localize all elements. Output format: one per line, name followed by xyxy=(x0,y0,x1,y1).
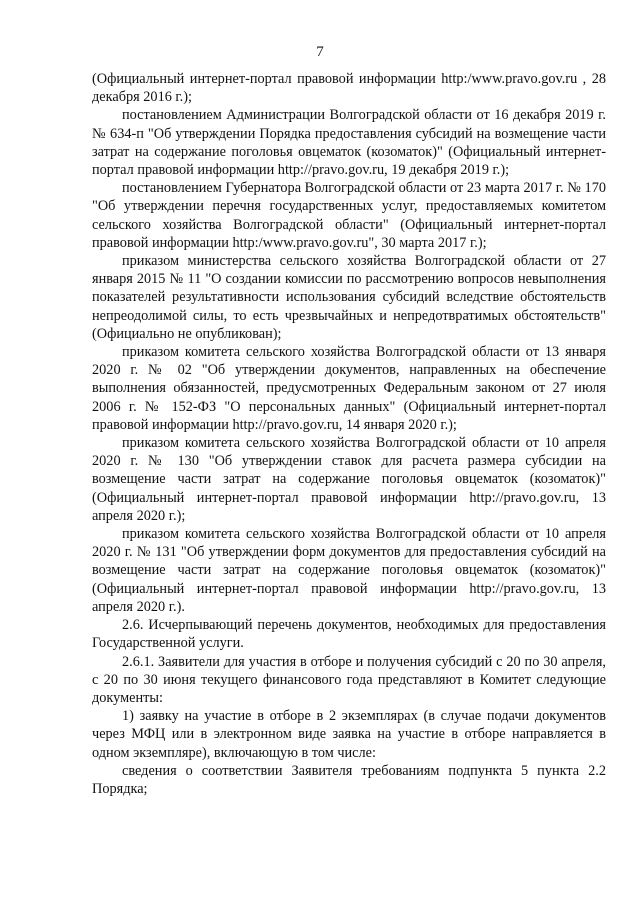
paragraph-resolution-governor-170: постановлением Губернатора Волгоградской области от 23 марта 2017 г. № 170 "Об утверждении перечня государственных услуг, предоставляемых комитетом сельского хозяйства Волгоградской области" (Официальный интернет-портал правовой информации http:/www.pravo.gov.ru", 30 марта 2017 г.); xyxy=(92,180,606,251)
paragraph-resolution-634p: постановлением Администрации Волгоградской области от 16 декабря 2019 г. № 634-п "Об утверждении Порядка предоставления субсидий на возмещение части затрат на содержание поголовья овцематок (козоматок)" (Официальный интернет-портал правовой информации http://pravo.gov.ru, 19 декабря 2019 г.); xyxy=(92,107,606,179)
paragraph-order-committee-02: приказом комитета сельского хозяйства Волгоградской области от 13 января 2020 г. № 02 "Об утверждении документов, направленных на обеспечение выполнения обязанностей, предусмотренных Федеральным законом от 27 июля 2006 г. № 152-ФЗ "О персональных данных" (Официальный интернет-портал правовой информации http://pravo.gov.ru, 14 января 2020 г.); xyxy=(92,344,606,433)
paragraph-official-portal-continuation: (Официальный интернет-портал правовой информации http:/www.pravo.gov.ru , 28 декабря 2016 г.); xyxy=(92,71,606,106)
paragraph-compliance-info: сведения о соответствии Заявителя требованиям подпункта 5 пункта 2.2 Порядка; xyxy=(92,762,606,797)
paragraph-item-1-application: 1) заявку на участие в отборе в 2 экземплярах (в случае подачи документов через МФЦ или в электронном виде заявка на участие в отборе направляется в одном экземпляре), включающую в том числе: xyxy=(92,708,606,761)
paragraph-order-committee-130: приказом комитета сельского хозяйства Волгоградской области от 10 апреля 2020 г. № 130 "Об утверждении ставок для расчета размера субсидии на возмещение части затрат на содержание поголовья овцематок (козоматок)" (Официальный интернет-портал правовой информации http://pravo.gov.ru, 13 апреля 2020 г.); xyxy=(92,435,606,524)
paragraph-order-committee-131: приказом комитета сельского хозяйства Волгоградской области от 10 апреля 2020 г. № 131 "Об утверждении форм документов для предоставления субсидий на возмещение части затрат на содержание поголовья овцематок (козоматок)" (Официальный интернет-портал правовой информации http://pravo.gov.ru, 13 апреля 2020 г.). xyxy=(92,526,606,615)
paragraph-section-2-6-1: 2.6.1. Заявители для участия в отборе и получения субсидий с 20 по 30 апреля, с 20 по 30 июня текущего финансового года представляют в Комитет следующие документы: xyxy=(92,653,606,706)
paragraph-section-2-6: 2.6. Исчерпывающий перечень документов, необходимых для предоставления Государственной услуги. xyxy=(92,617,606,652)
document-body xyxy=(92,70,606,798)
paragraph-order-ministry-11: приказом министерства сельского хозяйства Волгоградской области от 27 января 2015 № 11 "О создании комиссии по рассмотрению вопросов невыполнения показателей результативности использования субсидий вследствие обстоятельств непреодолимой силы, то есть чрезвычайных и непредотвратимых обстоятельств" (Официально не опубликован); xyxy=(92,253,606,342)
page-number: 7 xyxy=(316,44,324,60)
